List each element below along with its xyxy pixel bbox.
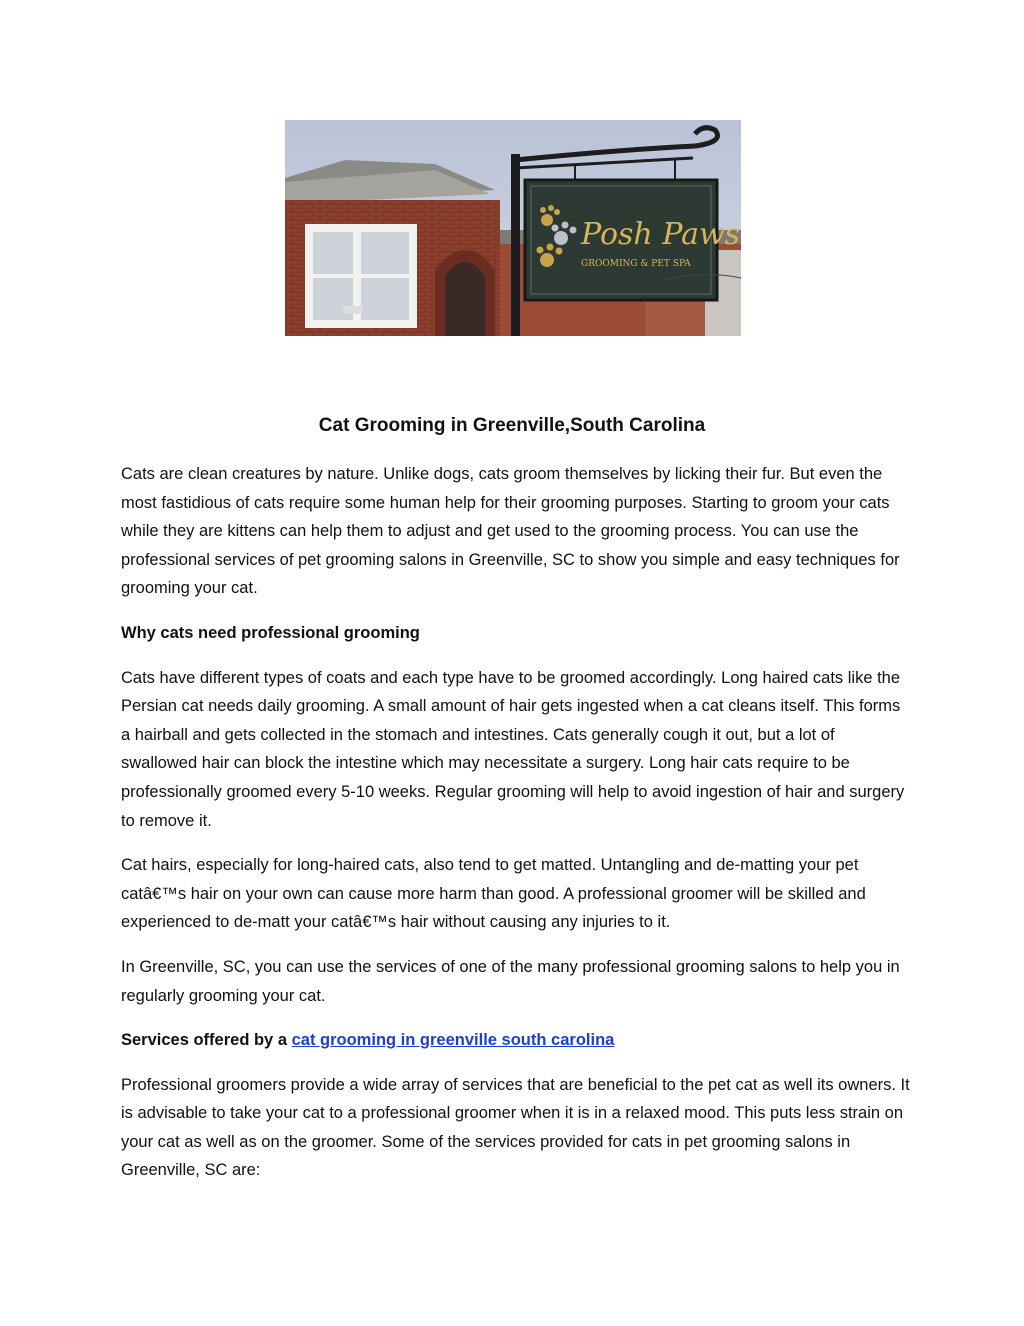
matting-paragraph: Cat hairs, especially for long-haired cats, also tend to get matted. Untangling and de-matting your pet catâ€™s hair on your own can cause more harm than good. A professional groomer will be skilled and experienced to de-matt your catâ€™s hair without causing any injuries to it. — [121, 856, 866, 932]
greenville-paragraph: In Greenville, SC, you can use the services of one of the many professional grooming salons to help you in regularly grooming your cat. — [121, 957, 900, 1005]
sign-subtitle-text: GROOMING & PET SPA — [581, 259, 691, 269]
why-grooming-heading: Why cats need professional grooming — [121, 623, 420, 642]
intro-paragraph: Cats are clean creatures by nature. Unlike dogs, cats groom themselves by licking their fur. But even the most fastidious of cats require some human help for their grooming purposes. Starting to groom your cats while they are kittens can help them to adjust and get used to the grooming process. You can use the professional services of pet grooming salons in Greenville, SC to show you simple and easy techniques for grooming your cat. — [121, 465, 900, 598]
why-grooming-paragraph: Cats have different types of coats and each type have to be groomed accordingly. Long haired cats like the Persian cat needs daily grooming. A small amount of hair gets ingested when a cat cleans itself. This forms a hairball and gets collected in the stomach and intestines. Cats generally cough it out, but a lot of swallowed hair can block the intestine which may necessitate a surgery. Long hair cats require to be professionally groomed every 5-10 weeks. Regular grooming will help to avoid ingestion of hair and surgery to remove it. — [121, 668, 905, 830]
article-body — [121, 460, 911, 1201]
sign-logo-text: Posh Paws — [581, 217, 741, 252]
services-heading — [121, 1026, 911, 1055]
cat-grooming-link[interactable]: cat grooming in greenville south carolina — [291, 1031, 615, 1050]
storefront-photo-graphic — [285, 120, 741, 336]
storefront-photo — [285, 120, 741, 336]
page-title: Cat Grooming in Greenville,South Carolina — [318, 415, 706, 436]
services-paragraph: Professional groomers provide a wide array of services that are beneficial to the pet cat as well its owners. It is advisable to take your cat to a professional groomer when it is in a relaxed mood. This puts less strain on your cat as well as on the groomer. Some of the services provided for cats in pet grooming salons in Greenville, SC are: — [121, 1075, 910, 1180]
services-heading-prefix: Services offered by a — [121, 1031, 292, 1050]
